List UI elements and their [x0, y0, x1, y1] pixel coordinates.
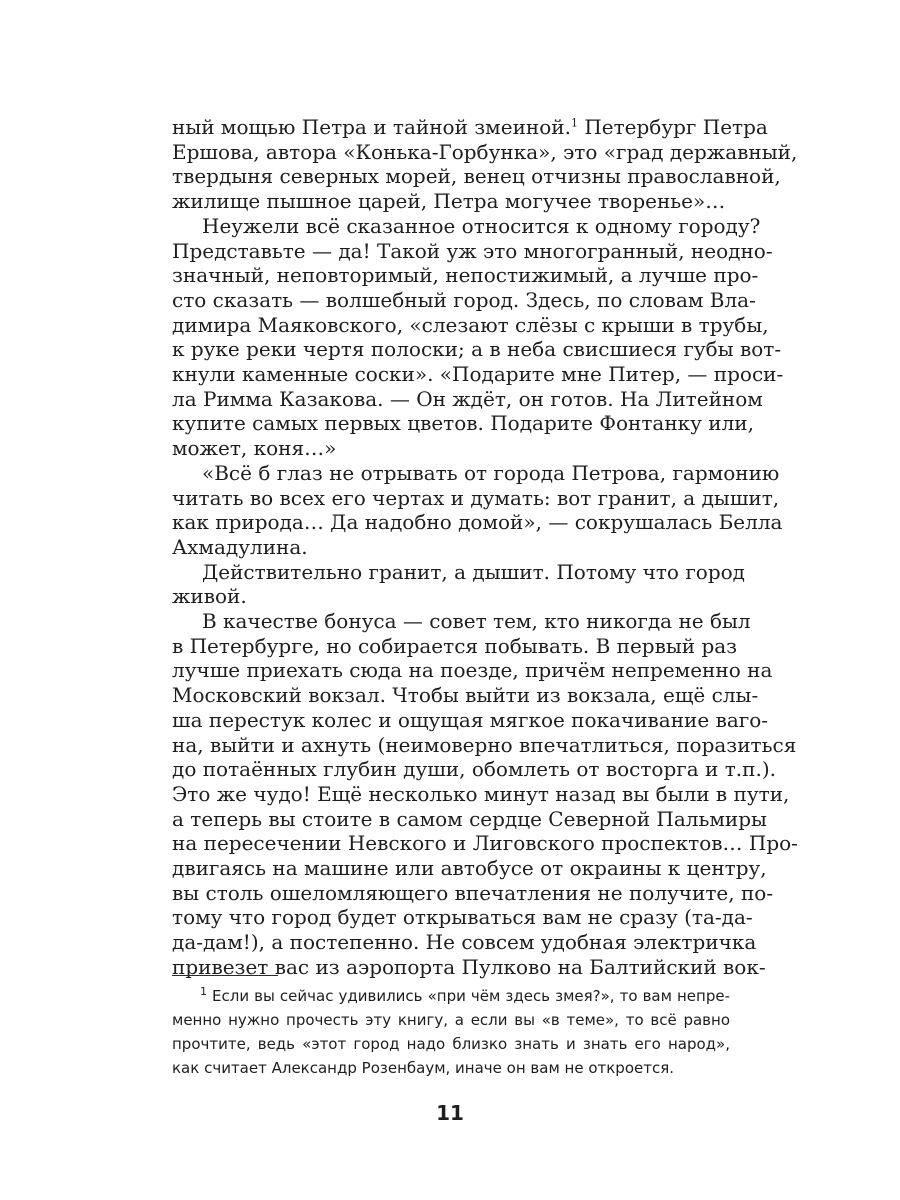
text-line: ла Римма Казакова. — Он ждёт, он готов. На Литейном [172, 386, 763, 411]
text-line: вы столь ошеломляющего впечатления не получите, по- [172, 880, 774, 905]
page-number: 11 [436, 1101, 464, 1125]
footnote-line: прочтите, ведь «этот город надо близко знать и знать его народ», [172, 1035, 730, 1053]
text-line: Представьте — да! Такой уж это многогранный, неодно- [172, 238, 773, 263]
footnote-marker: 1 [200, 985, 207, 998]
text-line: В качестве бонуса — совет тем, кто никогда не был [202, 609, 751, 633]
text-line: на, выйти и ахнуть (неимоверно впечатлиться, поразиться [172, 732, 797, 757]
footnote-line: $^1$ Если вы сейчас удивились «при чём здесь змея?», то вам непре- [200, 985, 730, 1005]
text-line: Действительно гранит, а дышит. Потому что город [202, 559, 745, 584]
text-line: купите самых первых цветов. Подарите Фонтанку или, [172, 411, 754, 436]
text-line: может, коня…» [172, 436, 337, 461]
text-line: в Петербурге, но собирается побывать. В первый раз [172, 633, 738, 658]
footnote-line: менно нужно прочесть эту книгу, а если вы «в теме», то всё равно [172, 1011, 730, 1029]
text-line: Московский вокзал. Чтобы выйти из вокзала, ещё слы- [172, 683, 759, 708]
text-line: жилище пышное царей, Петра могучее творенье»… [172, 189, 726, 214]
text-line: да-дам!), а постепенно. Не совсем удобная электричка [172, 930, 757, 955]
text-line: привезет вас из аэропорта Пулково на Балтийский вок- [172, 954, 766, 979]
text-line: кнули каменные соски». «Подарите мне Питер, — проси- [172, 362, 784, 386]
text-line: димира Маяковского, «слезают слёзы с крыши в трубы, [172, 312, 769, 337]
footnote-reference: 1 [570, 116, 578, 130]
text-line: живой. [172, 584, 247, 609]
text-line: Это же чудо! Ещё несколько минут назад вы были в пути, [172, 781, 790, 806]
text-line: ша перестук колес и ощущая мягкое покачивание ваго- [172, 707, 769, 732]
text-line: как природа… Да надобно домой», — сокрушалась Белла [172, 510, 783, 535]
text-line: сто сказать — волшебный город. Здесь, по словам Вла- [172, 287, 756, 312]
text-line: Неужели всё сказанное относится к одному городу? [202, 213, 761, 238]
text-line: «Всё б глаз не отрывать от города Петрова, гармонию [202, 460, 780, 485]
text-line: лучше приехать сюда на поезде, причём непременно на [172, 658, 773, 683]
footnote-divider [172, 975, 278, 976]
text-line: значный, неповторимый, непостижимый, а лучше про- [172, 263, 759, 288]
text-line: а теперь вы стоите в самом сердце Северной Пальмиры [172, 806, 767, 831]
text-line: читать во всех его чертах и думать: вот гранит, а дышит, [172, 485, 780, 510]
text-line: тому что город будет открываться вам не сразу (та-да- [172, 905, 753, 930]
text-line: двигаясь на машине или автобусе от окраины к центру, [172, 856, 767, 880]
text-line: Ершова, автора «Конька-Горбунка», это «град державный, [172, 139, 798, 164]
text-line: ный мощью Петра и тайной змеиной.$^1$ Петербург Петра [172, 115, 768, 139]
text-line: твердыня северных морей, венец отчизны православной, [172, 164, 781, 189]
text-line: Ахмадулина. [172, 534, 308, 559]
text-line: к руке реки чертя полоски; а в неба свисшиеся губы вот- [172, 337, 782, 362]
text-line: до потаённых глубин души, обомлеть от восторга и т.п.). [172, 757, 776, 782]
text-line: на пересечении Невского и Лиговского проспектов… Про- [172, 831, 798, 856]
footnote-line: как считает Александр Розенбаум, иначе он вам не откроется. [172, 1059, 675, 1077]
